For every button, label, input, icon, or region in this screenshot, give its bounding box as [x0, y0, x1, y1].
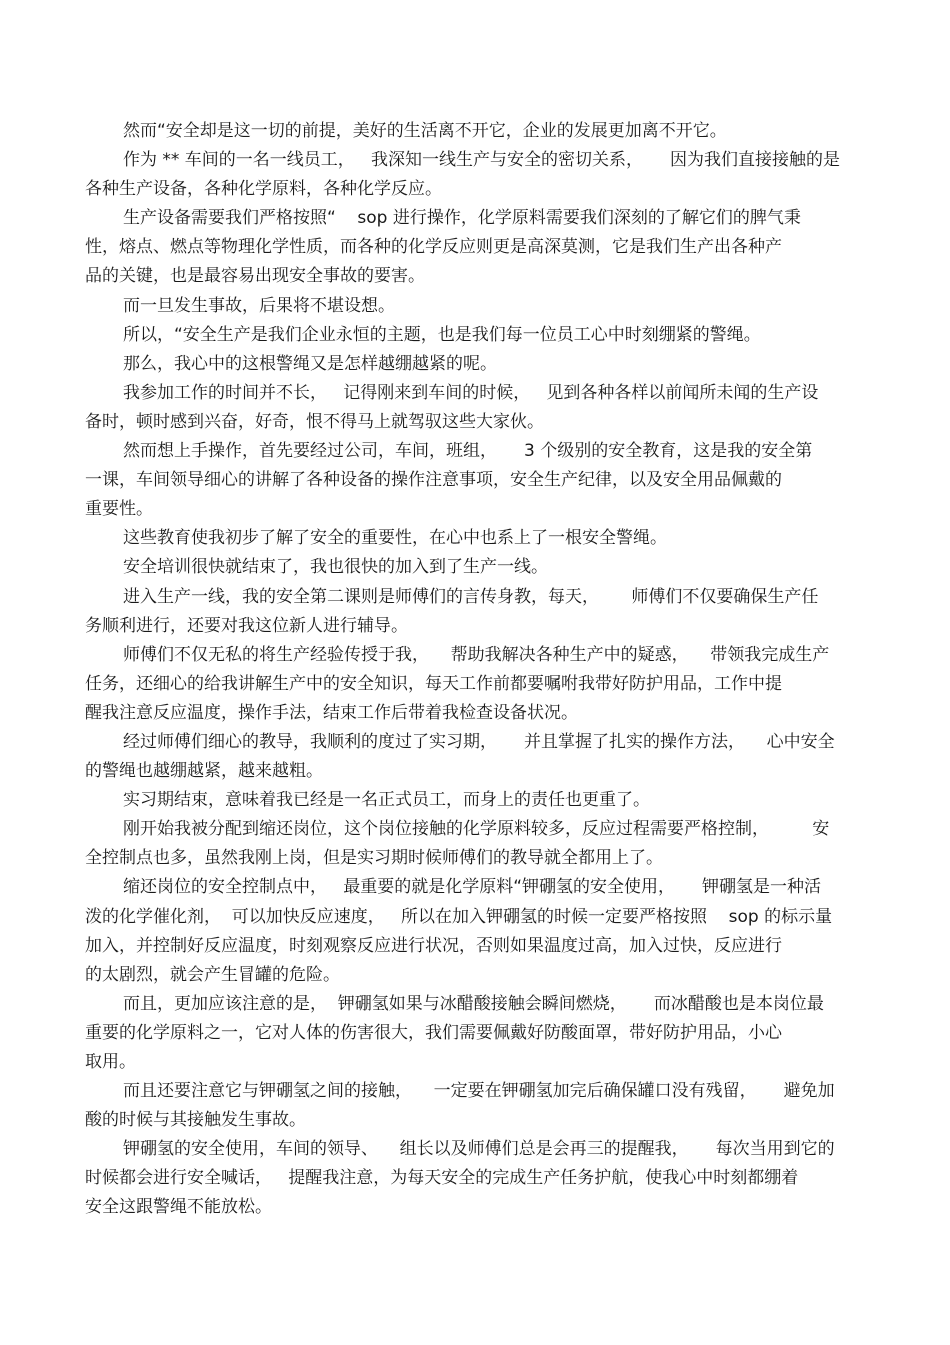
paragraph-line: 务顺利进行，还要对我这位新人进行辅导。 [85, 615, 408, 636]
paragraph [85, 728, 875, 786]
paragraph [85, 873, 875, 989]
paragraph [85, 553, 875, 582]
paragraph-first-line: 钾硼氢的安全使用，车间的领导、 组长以及师傅们总是会再三的提醒我， 每次当用到它的 [123, 1139, 835, 1160]
paragraph-line: 重要的化学原料之一，它对人体的伤害很大，我们需要佩戴好防酸面罩，带好防护用品，小心 [85, 1022, 782, 1043]
paragraph [85, 379, 875, 437]
paragraph [85, 641, 875, 728]
paragraph-first-line: 而且，更加应该注意的是， 钾硼氢如果与冰醋酸接触会瞬间燃烧， 而冰醋酸也是本岗位最 [123, 993, 824, 1014]
paragraph [85, 786, 875, 815]
paragraph-first-line: 缩还岗位的安全控制点中， 最重要的就是化学原料“钾硼氢的安全使用， 钾硼氢是一种活 [123, 877, 822, 898]
paragraph [85, 146, 875, 204]
paragraph-line: 全控制点也多，虽然我刚上岗，但是实习期时候师傅们的教导就全都用上了。 [85, 848, 663, 869]
paragraph-first-line: 然而“安全却是这一切的前提，美好的生活离不开它，企业的发展更加离不开它。 [123, 121, 727, 141]
paragraph [85, 350, 875, 379]
paragraph [85, 583, 875, 641]
paragraph-first-line: 师傅们不仅无私的将生产经验传授于我， 帮助我解决各种生产中的疑惑， 带领我完成生产 [123, 644, 830, 665]
paragraph-line: 取用。 [85, 1052, 136, 1072]
paragraph-first-line: 进入生产一线，我的安全第二课则是师傅们的言传身教，每天， 师傅们不仅要确保生产任 [123, 586, 819, 607]
paragraph-line: 的警绳也越绷越紧，越来越粗。 [85, 761, 323, 782]
paragraph-line: 性，熔点、燃点等物理化学性质，而各种的化学反应则更是高深莫测，它是我们生产出各种产 [85, 237, 782, 258]
paragraph [85, 437, 875, 524]
paragraph-line: 重要性。 [85, 499, 153, 520]
paragraph-line: 任务，还细心的给我讲解生产中的安全知识，每天工作前都要嘱咐我带好防护用品，工作中提 [85, 673, 782, 694]
paragraph-first-line: 那么，我心中的这根警绳又是怎样越绷越紧的呢。 [123, 353, 497, 374]
paragraph [85, 204, 875, 291]
paragraph-first-line: 所以，“安全生产是我们企业永恒的主题，也是我们每一位员工心中时刻绷紧的警绳。 [123, 324, 761, 345]
paragraph-line: 品的关键，也是最容易出现安全事故的要害。 [85, 266, 425, 287]
paragraph-first-line: 刚开始我被分配到缩还岗位，这个岗位接触的化学原料较多，反应过程需要严格控制， 安 [123, 819, 830, 840]
paragraph-first-line: 生产设备需要我们严格按照“ sop 进行操作，化学原料需要我们深刻的了解它们的脾气秉 [123, 208, 801, 229]
paragraph-first-line: 然而想上手操作，首先要经过公司，车间，班组， 3 个级别的安全教育，这是我的安全第 [123, 441, 813, 462]
paragraph [85, 990, 875, 1077]
paragraph-line: 的太剧烈，就会产生冒罐的危险。 [85, 964, 340, 985]
paragraph-line: 时候都会进行安全喊话， 提醒我注意，为每天安全的完成生产任务护航，使我心中时刻都绷着 [85, 1168, 799, 1189]
paragraph-first-line: 而且还要注意它与钾硼氢之间的接触， 一定要在钾硼氢加完后确保罐口没有残留， 避免加 [123, 1081, 835, 1102]
paragraph [85, 815, 875, 873]
paragraph-first-line: 实习期结束，意味着我已经是一名正式员工，而身上的责任也更重了。 [123, 790, 650, 811]
paragraph [85, 292, 875, 321]
paragraph [85, 524, 875, 553]
paragraph-first-line: 经过师傅们细心的教导，我顺利的度过了实习期， 并且掌握了扎实的操作方法， 心中安全 [123, 731, 835, 752]
paragraph [85, 1135, 875, 1222]
paragraph-line: 各种生产设备，各种化学原料，各种化学反应。 [85, 179, 442, 200]
paragraph-line: 加入，并控制好反应温度，时刻观察反应进行状况，否则如果温度过高，加入过快，反应进行 [85, 935, 782, 956]
paragraph-line: 泼的化学催化剂， 可以加快反应速度， 所以在加入钾硼氢的时候一定要严格按照 sop 的标示量 [85, 906, 833, 927]
paragraph-line: 酸的时候与其接触发生事故。 [85, 1110, 306, 1131]
paragraph [85, 117, 875, 146]
paragraph [85, 1077, 875, 1135]
paragraph-first-line: 我参加工作的时间并不长， 记得刚来到车间的时候， 见到各种各样以前闻所未闻的生产设 [123, 382, 819, 403]
paragraph-first-line: 作为 ** 车间的一名一线员工， 我深知一线生产与安全的密切关系， 因为我们直接接触的是 [123, 150, 841, 171]
paragraph-first-line: 这些教育使我初步了解了安全的重要性，在心中也系上了一根安全警绳。 [123, 528, 667, 549]
paragraph-first-line: 而一旦发生事故，后果将不堪设想。 [123, 295, 395, 316]
paragraph-line: 安全这跟警绳不能放松。 [85, 1197, 272, 1218]
paragraph-first-line: 安全培训很快就结束了，我也很快的加入到了生产一线。 [123, 557, 548, 578]
paragraph [85, 321, 875, 350]
document-body [85, 117, 875, 1223]
paragraph-line: 备时，顿时感到兴奋，好奇，恨不得马上就驾驭这些大家伙。 [85, 411, 544, 432]
paragraph-line: 一课，车间领导细心的讲解了各种设备的操作注意事项，安全生产纪律，以及安全用品佩戴的 [85, 470, 782, 491]
paragraph-line: 醒我注意反应温度，操作手法，结束工作后带着我检查设备状况。 [85, 702, 578, 723]
